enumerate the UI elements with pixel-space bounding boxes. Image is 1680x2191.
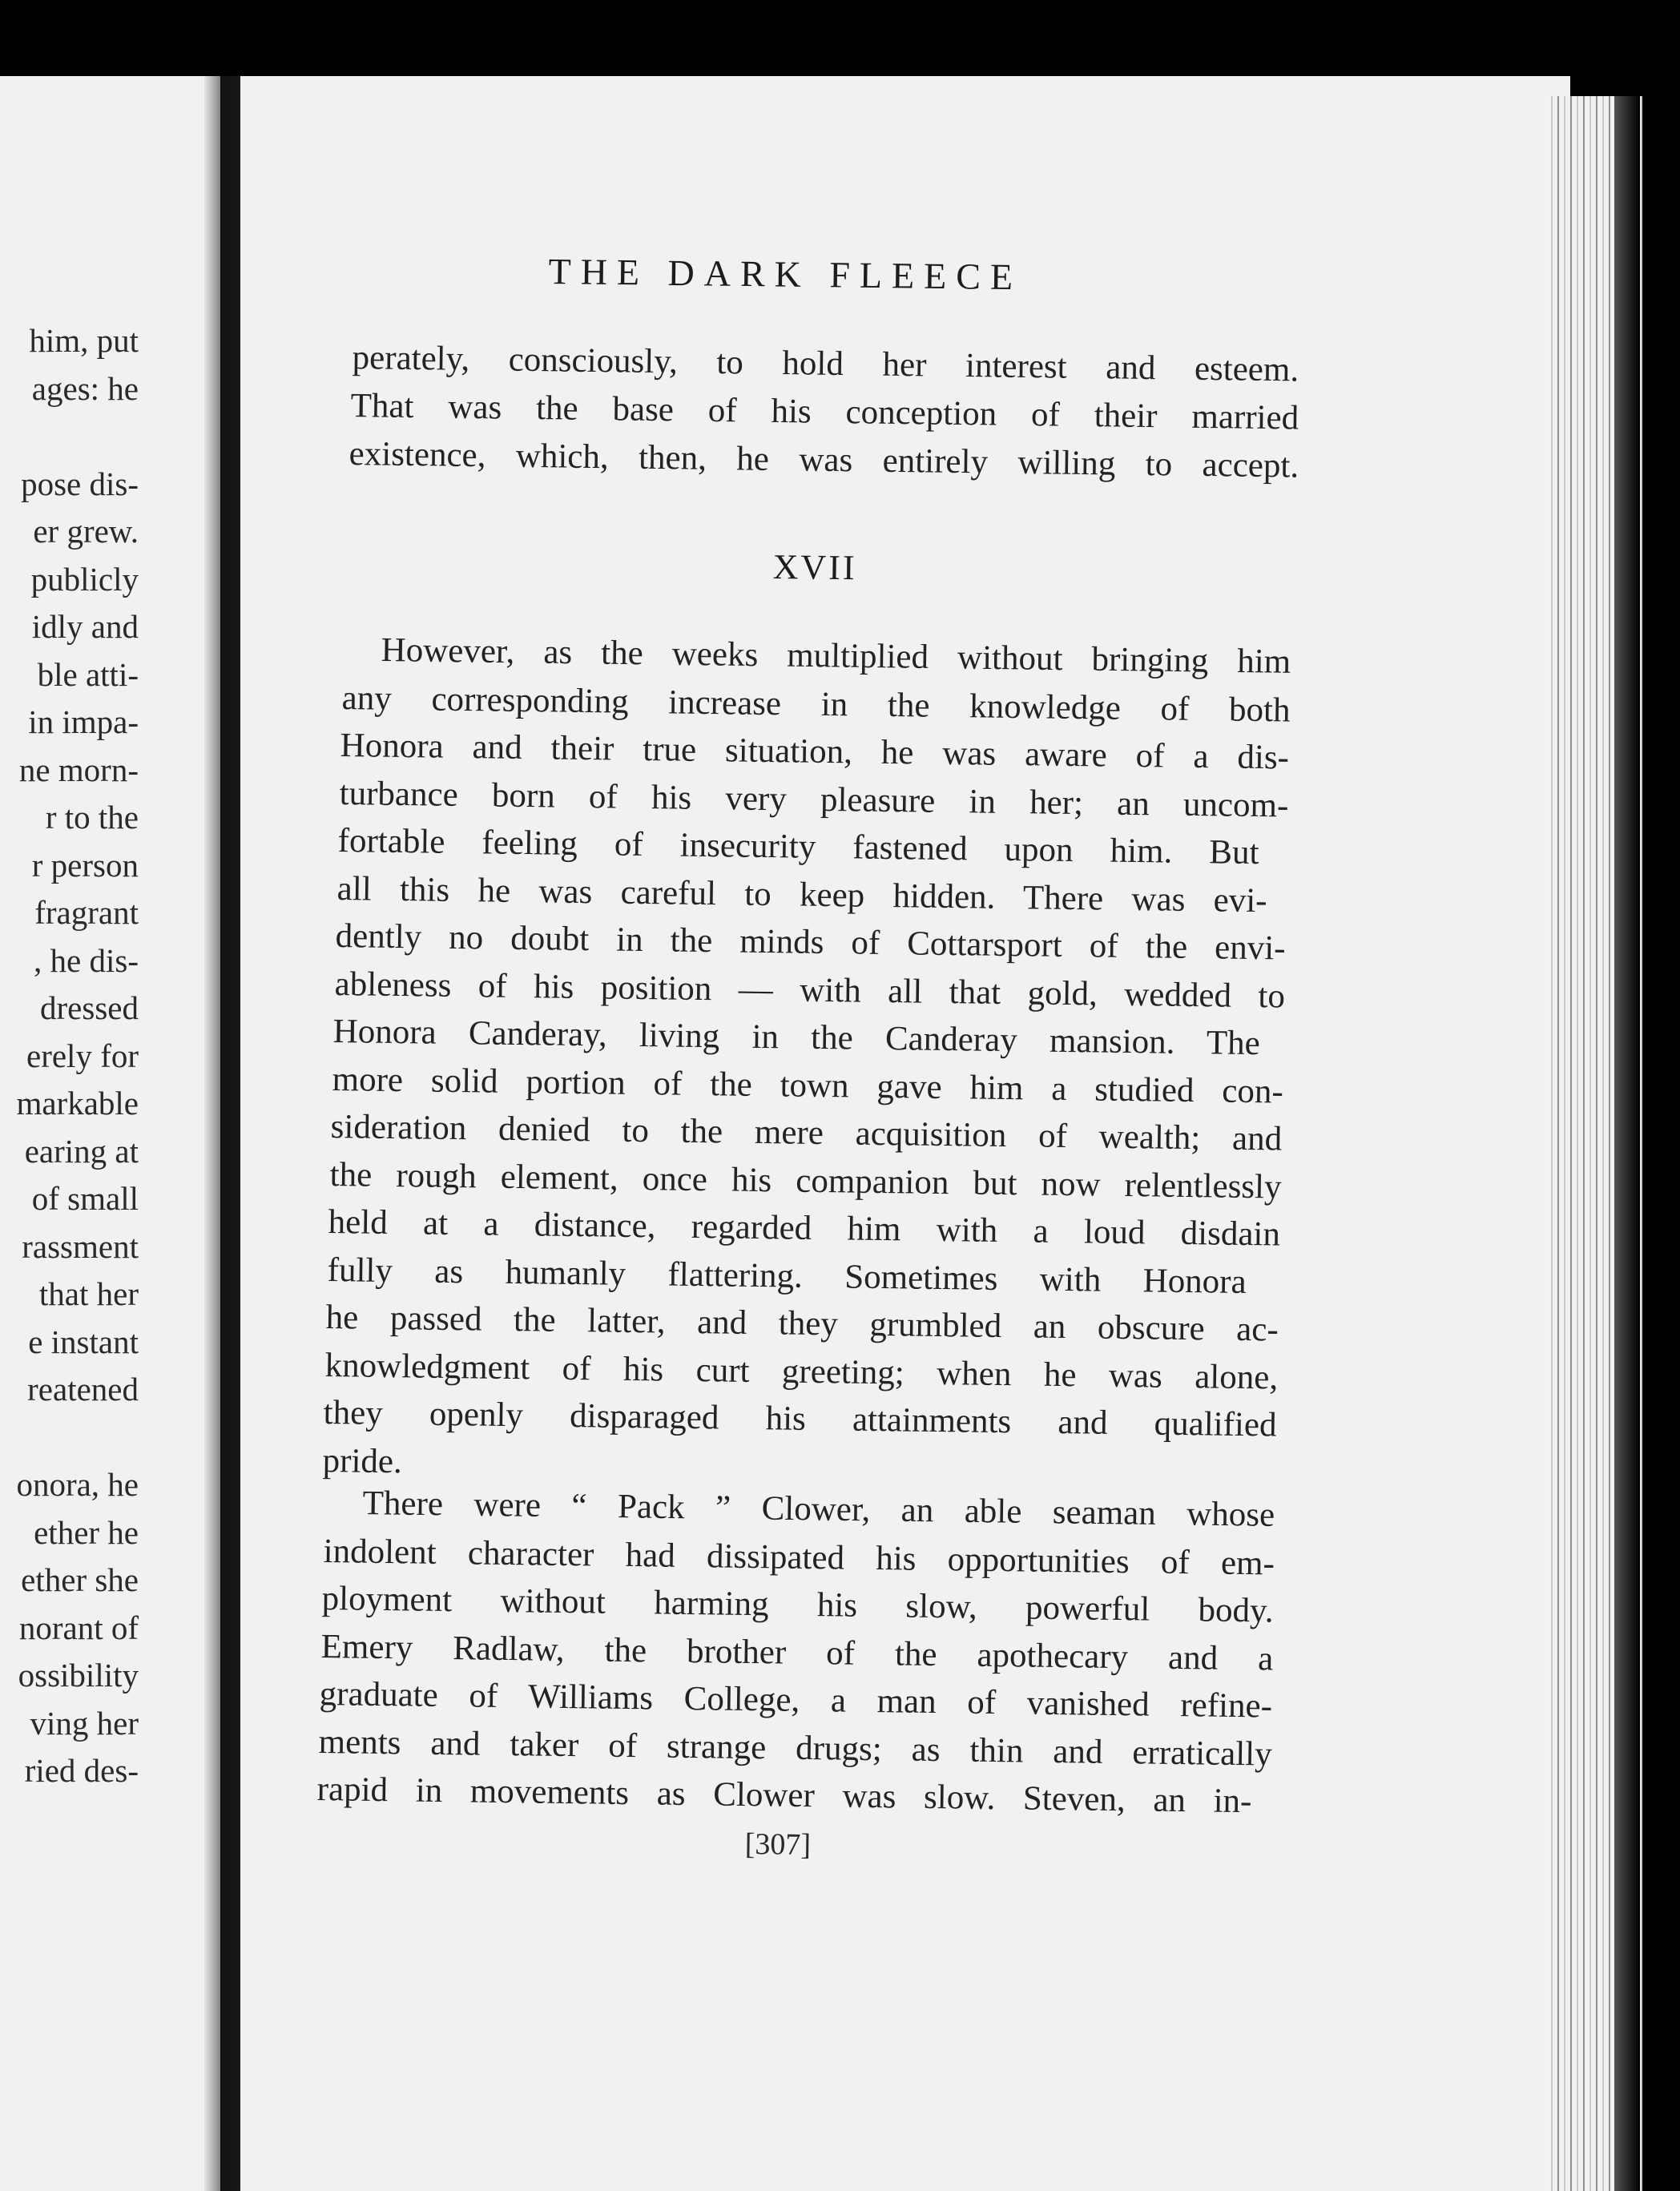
text-line: he passed the latter, and they grumbled an obscure ac- <box>325 1299 1279 1349</box>
facing-page-line: ble atti- <box>37 655 139 693</box>
text-line: fortable feeling of insecurity fastened upon him. But <box>337 822 1259 872</box>
facing-page-line: reatened <box>27 1371 139 1408</box>
facing-page-line: ving her <box>30 1704 139 1742</box>
facing-page-line: erely for <box>26 1037 139 1074</box>
facing-page-line: r person <box>31 846 139 884</box>
facing-page-line: ried des- <box>24 1752 139 1789</box>
text-line: ployment without harming his slow, powerful body. <box>321 1580 1274 1630</box>
facing-page-line: e instant <box>28 1323 139 1360</box>
text-line: existence, which, then, he was entirely willing to accept. <box>348 435 1299 485</box>
text-line: turbance born of his very pleasure in her; an uncom- <box>338 774 1289 825</box>
text-line: sideration denied to the mere acquisition of wealth; and <box>330 1108 1283 1158</box>
facing-page-line: dressed <box>40 989 139 1026</box>
text-line: ments and taker of strange drugs; as thin and erratically <box>317 1722 1272 1774</box>
text-line: the rough element, once his companion but now relentlessly <box>328 1155 1282 1206</box>
facing-page-line: onora, he <box>16 1466 139 1503</box>
text-line: Emery Radlaw, the brother of the apothecary and a <box>320 1627 1274 1678</box>
text-line: fully as humanly flattering. Sometimes with Honora <box>326 1251 1247 1301</box>
facing-page-line: pose dis- <box>21 465 139 502</box>
facing-page-line: ether he <box>34 1513 139 1551</box>
text-line: more solid portion of the town gave him a studied con- <box>331 1060 1283 1111</box>
text-line: all this he was careful to keep hidden. There was evi- <box>336 869 1267 920</box>
facing-page-line: r to the <box>45 799 139 836</box>
text-line: knowledgment of his curt greeting; when he was alone, <box>324 1346 1278 1397</box>
text-line: Honora Canderay, living in the Canderay mansion. The <box>332 1013 1261 1063</box>
facing-page-line: that her <box>38 1275 139 1312</box>
text-line: any corresponding increase in the knowledge of both <box>340 679 1291 729</box>
text-line: ableness of his position — with all that gold, wedded to <box>333 965 1285 1016</box>
text-line: However, as the weeks multiplied without bringing him <box>381 631 1291 681</box>
text-line: indolent character had dissipated his opportunities of em- <box>322 1532 1275 1583</box>
chapter-heading: XVII <box>772 546 857 588</box>
facing-page-line: norant of <box>18 1609 139 1646</box>
text-line: perately, consciously, to hold her interest and esteem. <box>352 339 1299 389</box>
facing-page-line: ossibility <box>18 1657 139 1694</box>
text-line: Honora and their true situation, he was aware of a dis- <box>340 727 1290 777</box>
facing-page-line: him, put <box>29 322 139 359</box>
facing-page-line: er grew. <box>33 513 139 550</box>
facing-page-line: ages: he <box>31 369 139 407</box>
facing-page-line: idly and <box>31 608 139 645</box>
facing-page-line: markable <box>16 1085 139 1122</box>
page-number: [307] <box>744 1827 812 1863</box>
text-line: they openly disparaged his attainments and qualified <box>323 1394 1277 1444</box>
facing-page-line: earing at <box>24 1132 139 1170</box>
text-line: There were “ Pack ” Clower, an able seaman whose <box>362 1484 1275 1534</box>
text-line: That was the base of his conception of their married <box>350 387 1299 437</box>
facing-page-line: ne morn- <box>18 751 139 788</box>
facing-page-line: publicly <box>30 560 139 598</box>
facing-page-line: in impa- <box>28 703 139 740</box>
text-line: pride. <box>321 1441 402 1480</box>
facing-page-line: ether she <box>21 1561 139 1598</box>
text-line: dently no doubt in the minds of Cottarsport of the envi- <box>335 917 1286 968</box>
facing-page-line: rassment <box>22 1227 139 1265</box>
running-head: THE DARK FLEECE <box>548 250 1023 298</box>
text-line: held at a distance, regarded him with a loud disdain <box>328 1203 1281 1254</box>
facing-page-line: fragrant <box>34 894 139 931</box>
text-line: graduate of Williams College, a man of vanished refine- <box>319 1675 1273 1726</box>
facing-page-line: of small <box>31 1180 139 1217</box>
facing-page-line: , he dis- <box>34 941 139 979</box>
text-line: rapid in movements as Clower was slow. Steven, an in- <box>316 1770 1252 1821</box>
